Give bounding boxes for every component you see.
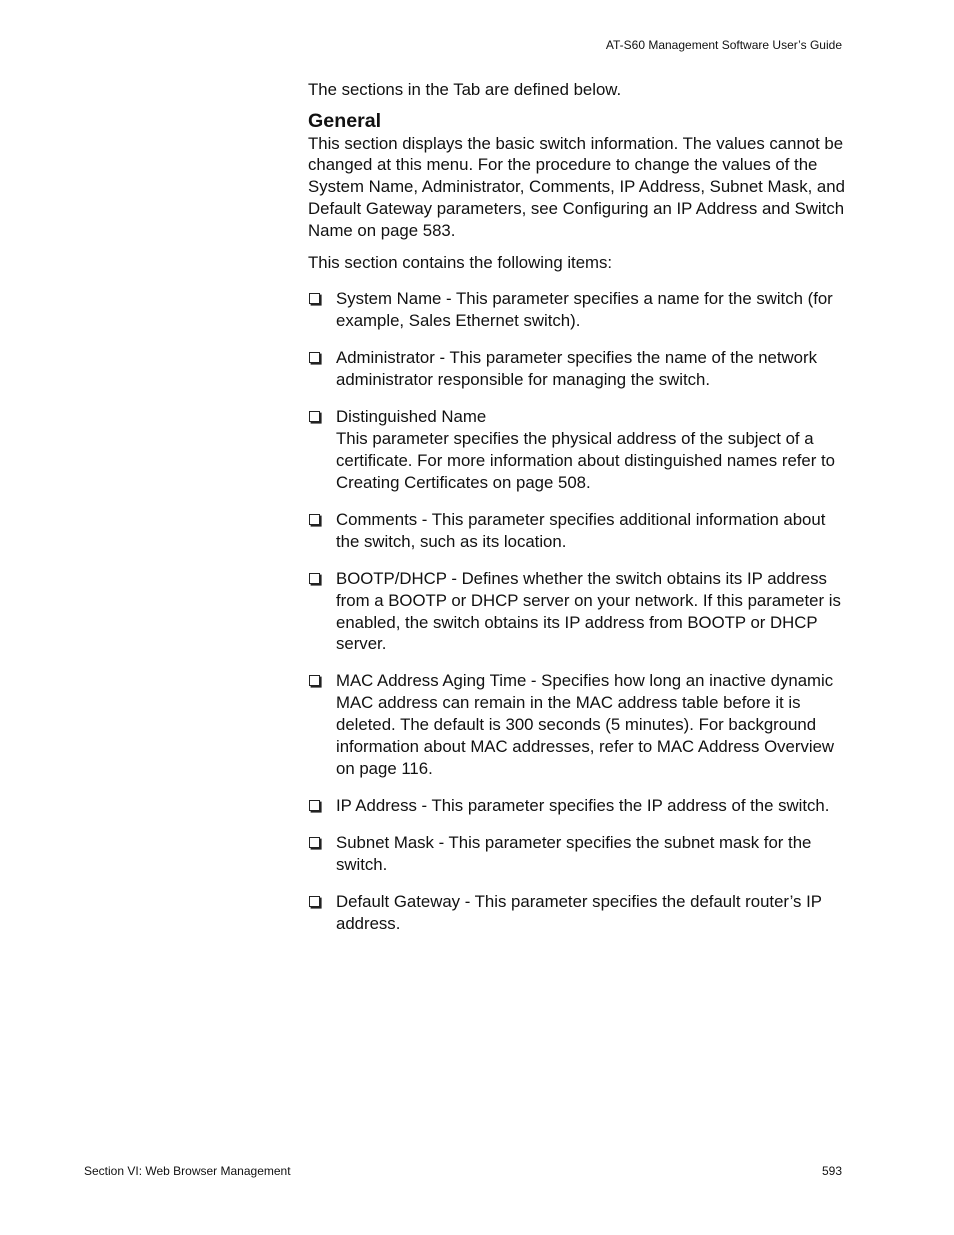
checkbox-bullet-icon bbox=[309, 800, 320, 811]
checkbox-bullet-icon bbox=[309, 837, 320, 848]
list-item-text: Administrator - This parameter specifies the name of the network administrator responsible for managing the switch. bbox=[336, 348, 817, 390]
intro-text: The sections in the Tab are defined below. bbox=[308, 80, 622, 99]
checkbox-bullet-icon bbox=[309, 411, 320, 422]
checkbox-bullet-icon bbox=[309, 573, 320, 584]
list-item bbox=[308, 891, 848, 935]
items-intro: This section contains the following items: bbox=[308, 252, 613, 272]
list-item bbox=[308, 288, 848, 332]
list-item-text: Default Gateway - This parameter specifies the default router’s IP address. bbox=[336, 892, 822, 933]
general-description: This section displays the basic switch information. The values cannot be changed at this menu. For the procedure to change the values of the System Name, Administrator, Comments, IP Address, Subnet Mask, and Default Gateway parameters, see Configuring an IP Address and Switch Name on page 583. bbox=[308, 133, 845, 240]
checkbox-bullet-icon bbox=[309, 293, 320, 304]
footer-section-title: Section VI: Web Browser Management bbox=[84, 1164, 291, 1178]
list-item bbox=[308, 347, 848, 391]
list-item-text: BOOTP/DHCP - Defines whether the switch obtains its IP address from a BOOTP or DHCP server on your network. If this parameter is enabled, the switch obtains its IP address from BOOTP or DHCP server. bbox=[336, 568, 841, 654]
list-item bbox=[308, 795, 848, 817]
list-item-text: IP Address - This parameter specifies the IP address of the switch. bbox=[336, 795, 830, 815]
list-item-text: Subnet Mask - This parameter specifies the subnet mask for the switch. bbox=[336, 833, 812, 874]
parameter-list bbox=[308, 288, 848, 934]
list-item bbox=[308, 670, 848, 779]
checkbox-bullet-icon bbox=[309, 514, 320, 525]
list-item bbox=[308, 406, 848, 493]
checkbox-bullet-icon bbox=[309, 675, 320, 686]
running-header: AT-S60 Management Software User’s Guide bbox=[605, 38, 842, 52]
list-item-text: Distinguished Name This parameter specifies the physical address of the subject of a certificate. For more information about distinguished names refer to Creating Certificates on page 508. bbox=[336, 407, 836, 492]
list-item-text: MAC Address Aging Time - Specifies how long an inactive dynamic MAC address can remain in the MAC address table before it is deleted. The default is 300 seconds (5 minutes). For background information about MAC addresses, refer to MAC Address Overview on page 116. bbox=[336, 671, 835, 778]
checkbox-bullet-icon bbox=[309, 896, 320, 907]
list-item bbox=[308, 568, 848, 655]
list-item bbox=[308, 832, 848, 876]
list-item bbox=[308, 509, 848, 553]
page-number: 593 bbox=[821, 1164, 842, 1178]
checkbox-bullet-icon bbox=[309, 352, 320, 363]
list-item-text: System Name - This parameter specifies a name for the switch (for example, Sales Ethernet switch). bbox=[336, 289, 833, 331]
section-heading-general: General bbox=[308, 109, 382, 132]
page-body bbox=[308, 79, 848, 950]
list-item-text: Comments - This parameter specifies additional information about the switch, such as its location. bbox=[336, 509, 826, 551]
